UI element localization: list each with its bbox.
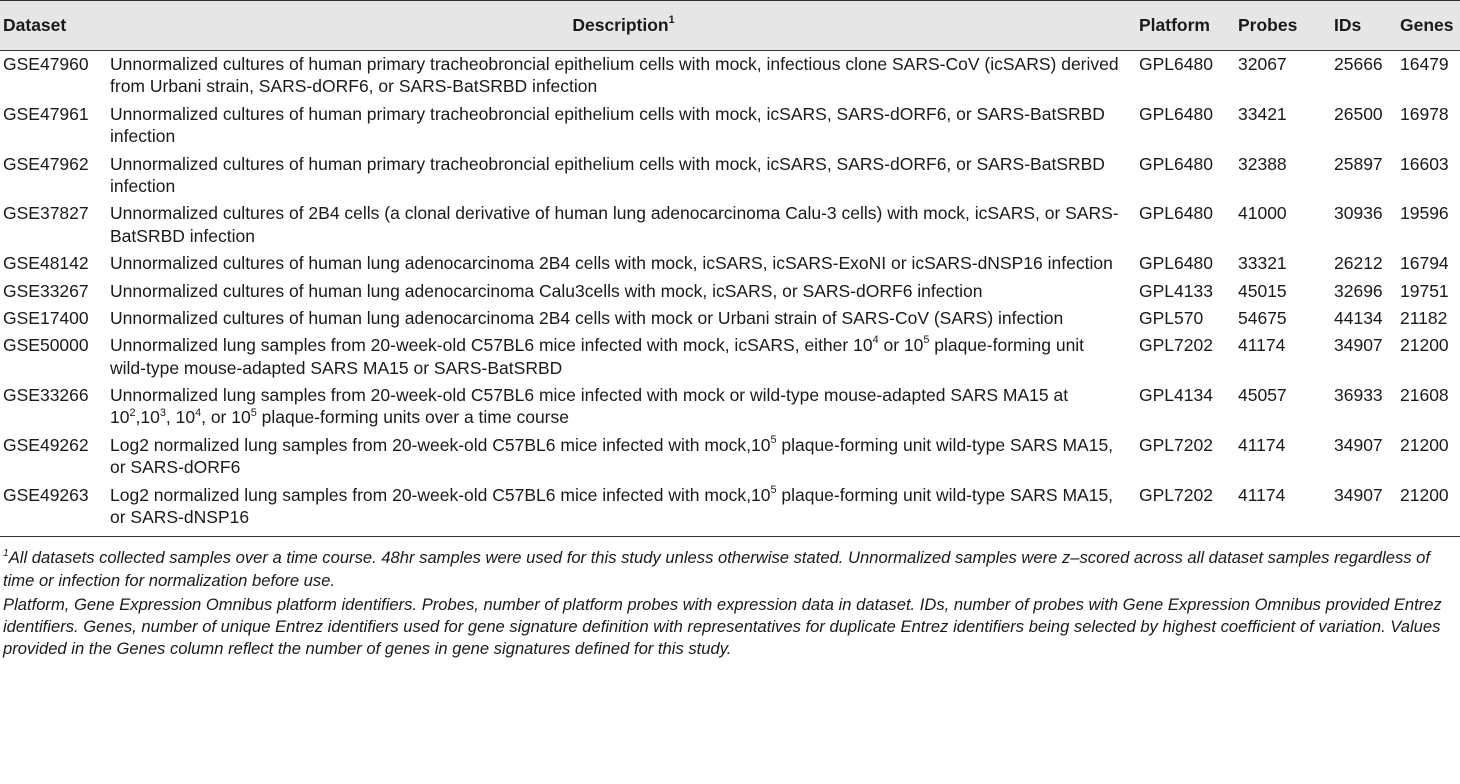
cell-probes: 33321 xyxy=(1238,253,1287,274)
table-footnotes xyxy=(0,537,1460,660)
cell-platform: GPL4133 xyxy=(1139,280,1213,301)
cell-genes: 21182 xyxy=(1400,307,1448,328)
cell-description xyxy=(110,278,1137,305)
cell-genes: 21608 xyxy=(1400,385,1449,406)
cell-genes: 21200 xyxy=(1400,434,1449,455)
description-superscript: 5 xyxy=(923,334,930,347)
cell-probes: 32067 xyxy=(1238,54,1287,74)
cell-description xyxy=(110,101,1137,151)
description-text: Unnormalized cultures of 2B4 cells (a clonal derivative of human lung adenocarcinoma Calu-3 cells) with mock, icSARS, or SARS-BatSRBD infection xyxy=(110,203,1119,246)
cell-probes: 45057 xyxy=(1238,385,1287,406)
description-superscript: 2 xyxy=(129,406,136,419)
cell-platform: GPL6480 xyxy=(1139,153,1213,174)
table-row xyxy=(0,305,1460,332)
cell-ids: 36933 xyxy=(1334,385,1383,406)
cell-ids: 34907 xyxy=(1334,434,1383,455)
header-row xyxy=(0,1,1460,51)
cell-ids: 25897 xyxy=(1334,153,1383,174)
description-superscript: 5 xyxy=(250,406,257,419)
cell-genes: 21200 xyxy=(1396,482,1460,537)
cell-dataset: GSE37827 xyxy=(3,203,89,224)
description-text: Log2 normalized lung samples from 20-week-old C57BL6 mice infected with mock,10 xyxy=(110,484,771,505)
cell-description xyxy=(110,482,1137,537)
cell-genes: 16794 xyxy=(1400,253,1449,274)
cell-probes: 41174 xyxy=(1238,335,1286,356)
description-text: plaque-forming unit wild-type SARS MA15, or SARS-dORF6 xyxy=(110,434,1114,478)
cell-genes: 19751 xyxy=(1400,280,1449,301)
cell-ids: 44134 xyxy=(1334,307,1383,328)
cell-probes: 41000 xyxy=(1238,203,1287,224)
cell-probes: 33421 xyxy=(1238,103,1287,124)
table-header xyxy=(0,1,1460,51)
cell-platform: GPL7202 xyxy=(1139,434,1213,455)
description-text: or 10 xyxy=(878,335,924,356)
cell-dataset: GSE47960 xyxy=(3,54,89,74)
table-row xyxy=(0,200,1460,250)
table-row xyxy=(0,101,1460,151)
cell-dataset: GSE17400 xyxy=(3,307,89,328)
cell-platform: GPL7202 xyxy=(1139,335,1213,356)
description-text: ,10 xyxy=(135,407,160,428)
header-description xyxy=(110,1,1137,51)
cell-dataset: GSE48142 xyxy=(3,253,89,274)
cell-dataset: GSE49263 xyxy=(0,482,110,537)
footnote-1-text: All datasets collected samples over a time course. 48hr samples were used for this study unless otherwise stated. Unnormalized samples were z–scored across all dataset samples regardless of time or infection for normalization before use. xyxy=(3,548,1430,590)
cell-description xyxy=(110,250,1137,277)
table-row xyxy=(0,278,1460,305)
cell-platform: GPL4134 xyxy=(1139,385,1213,406)
cell-genes: 16479 xyxy=(1400,54,1449,74)
description-text: plaque-forming units over a time course xyxy=(256,407,569,428)
cell-genes: 21200 xyxy=(1400,335,1449,356)
description-text: Unnormalized cultures of human lung adenocarcinoma Calu3cells with mock, icSARS, or SARS-dORF6 infection xyxy=(110,280,983,301)
header-genes: Genes xyxy=(1396,1,1460,51)
cell-ids: 26212 xyxy=(1334,253,1383,274)
description-superscript: 5 xyxy=(770,433,777,446)
table-row xyxy=(0,151,1460,201)
description-text: Unnormalized cultures of human primary tracheobroncial epithelium cells with mock, icSARS, SARS-dORF6, or SARS-BatSRBD infection xyxy=(110,153,1105,196)
table-row xyxy=(0,432,1460,482)
cell-platform: GPL6480 xyxy=(1139,103,1213,124)
cell-ids: 34907 xyxy=(1324,482,1396,537)
table-row xyxy=(0,51,1460,101)
description-text: Log2 normalized lung samples from 20-week-old C57BL6 mice infected with mock,10 xyxy=(110,434,771,455)
cell-probes: 32388 xyxy=(1238,153,1287,174)
description-text: , or 10 xyxy=(201,407,251,428)
table-row xyxy=(0,250,1460,277)
description-text: plaque-forming unit wild-type SARS MA15, or SARS-dNSP16 xyxy=(110,484,1114,528)
description-text: Unnormalized cultures of human lung adenocarcinoma 2B4 cells with mock, icSARS, icSARS-ExoNI or icSARS-dNSP16 infection xyxy=(110,253,1113,274)
cell-dataset: GSE47962 xyxy=(3,153,89,174)
description-text: Unnormalized cultures of human primary tracheobroncial epithelium cells with mock, icSARS, SARS-dORF6, or SARS-BatSRBD infection xyxy=(110,103,1105,147)
cell-platform: GPL6480 xyxy=(1139,203,1213,224)
description-superscript: 4 xyxy=(195,406,202,419)
header-dataset: Dataset xyxy=(0,1,110,51)
table-row xyxy=(0,382,1460,432)
header-probes: Probes xyxy=(1234,1,1324,51)
cell-genes: 16603 xyxy=(1400,153,1449,174)
description-text: Unnormalized cultures of human lung adenocarcinoma 2B4 cells with mock or Urbani strain of SARS-CoV (SARS) infection xyxy=(110,307,1064,328)
description-text: Unnormalized lung samples from 20-week-old C57BL6 mice infected with mock, icSARS, either 10 xyxy=(110,335,873,356)
description-text: plaque-forming unit wild-type mouse-adapted SARS MA15 or SARS-BatSRBD xyxy=(110,335,1085,378)
cell-platform: GPL7202 xyxy=(1137,482,1234,537)
cell-ids: 30936 xyxy=(1334,203,1383,224)
cell-dataset: GSE49262 xyxy=(3,434,89,455)
cell-description xyxy=(110,432,1137,482)
description-text: , 10 xyxy=(165,407,196,428)
cell-dataset: GSE50000 xyxy=(3,335,89,356)
description-superscript: 4 xyxy=(872,334,879,347)
cell-ids: 34907 xyxy=(1334,335,1383,356)
cell-genes: 19596 xyxy=(1400,203,1449,224)
footnote-1-marker: 1 xyxy=(3,547,9,559)
table-body xyxy=(0,51,1460,537)
cell-probes: 41174 xyxy=(1238,434,1286,455)
header-description-footnote-marker: 1 xyxy=(668,14,675,27)
cell-ids: 25666 xyxy=(1334,54,1383,74)
cell-dataset: GSE33266 xyxy=(3,385,89,406)
footnote-1 xyxy=(3,547,1456,591)
cell-platform: GPL570 xyxy=(1139,307,1204,328)
header-description-label: Description xyxy=(572,15,669,35)
cell-ids: 26500 xyxy=(1334,103,1383,124)
table-row xyxy=(0,482,1460,537)
cell-description xyxy=(110,151,1137,201)
cell-description xyxy=(110,200,1137,250)
description-superscript: 5 xyxy=(770,483,777,496)
cell-description xyxy=(110,332,1137,382)
cell-probes: 54675 xyxy=(1238,307,1287,328)
cell-platform: GPL6480 xyxy=(1139,54,1213,74)
cell-description xyxy=(110,51,1137,101)
description-text: Unnormalized lung samples from 20-week-old C57BL6 mice infected with mock or wild-type mouse-adapted SARS MA15 at 10 xyxy=(110,385,1069,428)
cell-ids: 32696 xyxy=(1334,280,1383,301)
description-superscript: 3 xyxy=(159,406,166,419)
cell-description xyxy=(110,382,1137,432)
cell-dataset: GSE47961 xyxy=(3,103,89,124)
cell-dataset: GSE33267 xyxy=(3,280,89,301)
cell-description xyxy=(110,305,1137,332)
table-row xyxy=(0,332,1460,382)
cell-platform: GPL6480 xyxy=(1139,253,1213,274)
cell-genes: 16978 xyxy=(1400,103,1449,124)
header-ids: IDs xyxy=(1324,1,1396,51)
description-text: Unnormalized cultures of human primary tracheobroncial epithelium cells with mock, infectious clone SARS-CoV (icSARS) derived from Urbani strain, SARS-dORF6, or SARS-BatSRBD infection xyxy=(110,54,1119,97)
cell-probes: 41174 xyxy=(1234,482,1324,537)
footnote-abbreviations: Platform, Gene Expression Omnibus platform identifiers. Probes, number of platform probes with expression data in dataset. IDs, number of probes with Gene Expression Omnibus provided Entrez identifiers. Genes, number of unique Entrez identifiers used for gene signature definition with representatives for duplicate Entrez identifiers being selected by highest coefficient of variation. Values provided in the Genes column reflect the number of genes in gene signatures defined for this study. xyxy=(3,594,1442,659)
header-platform: Platform xyxy=(1137,1,1234,51)
cell-probes: 45015 xyxy=(1238,280,1287,301)
